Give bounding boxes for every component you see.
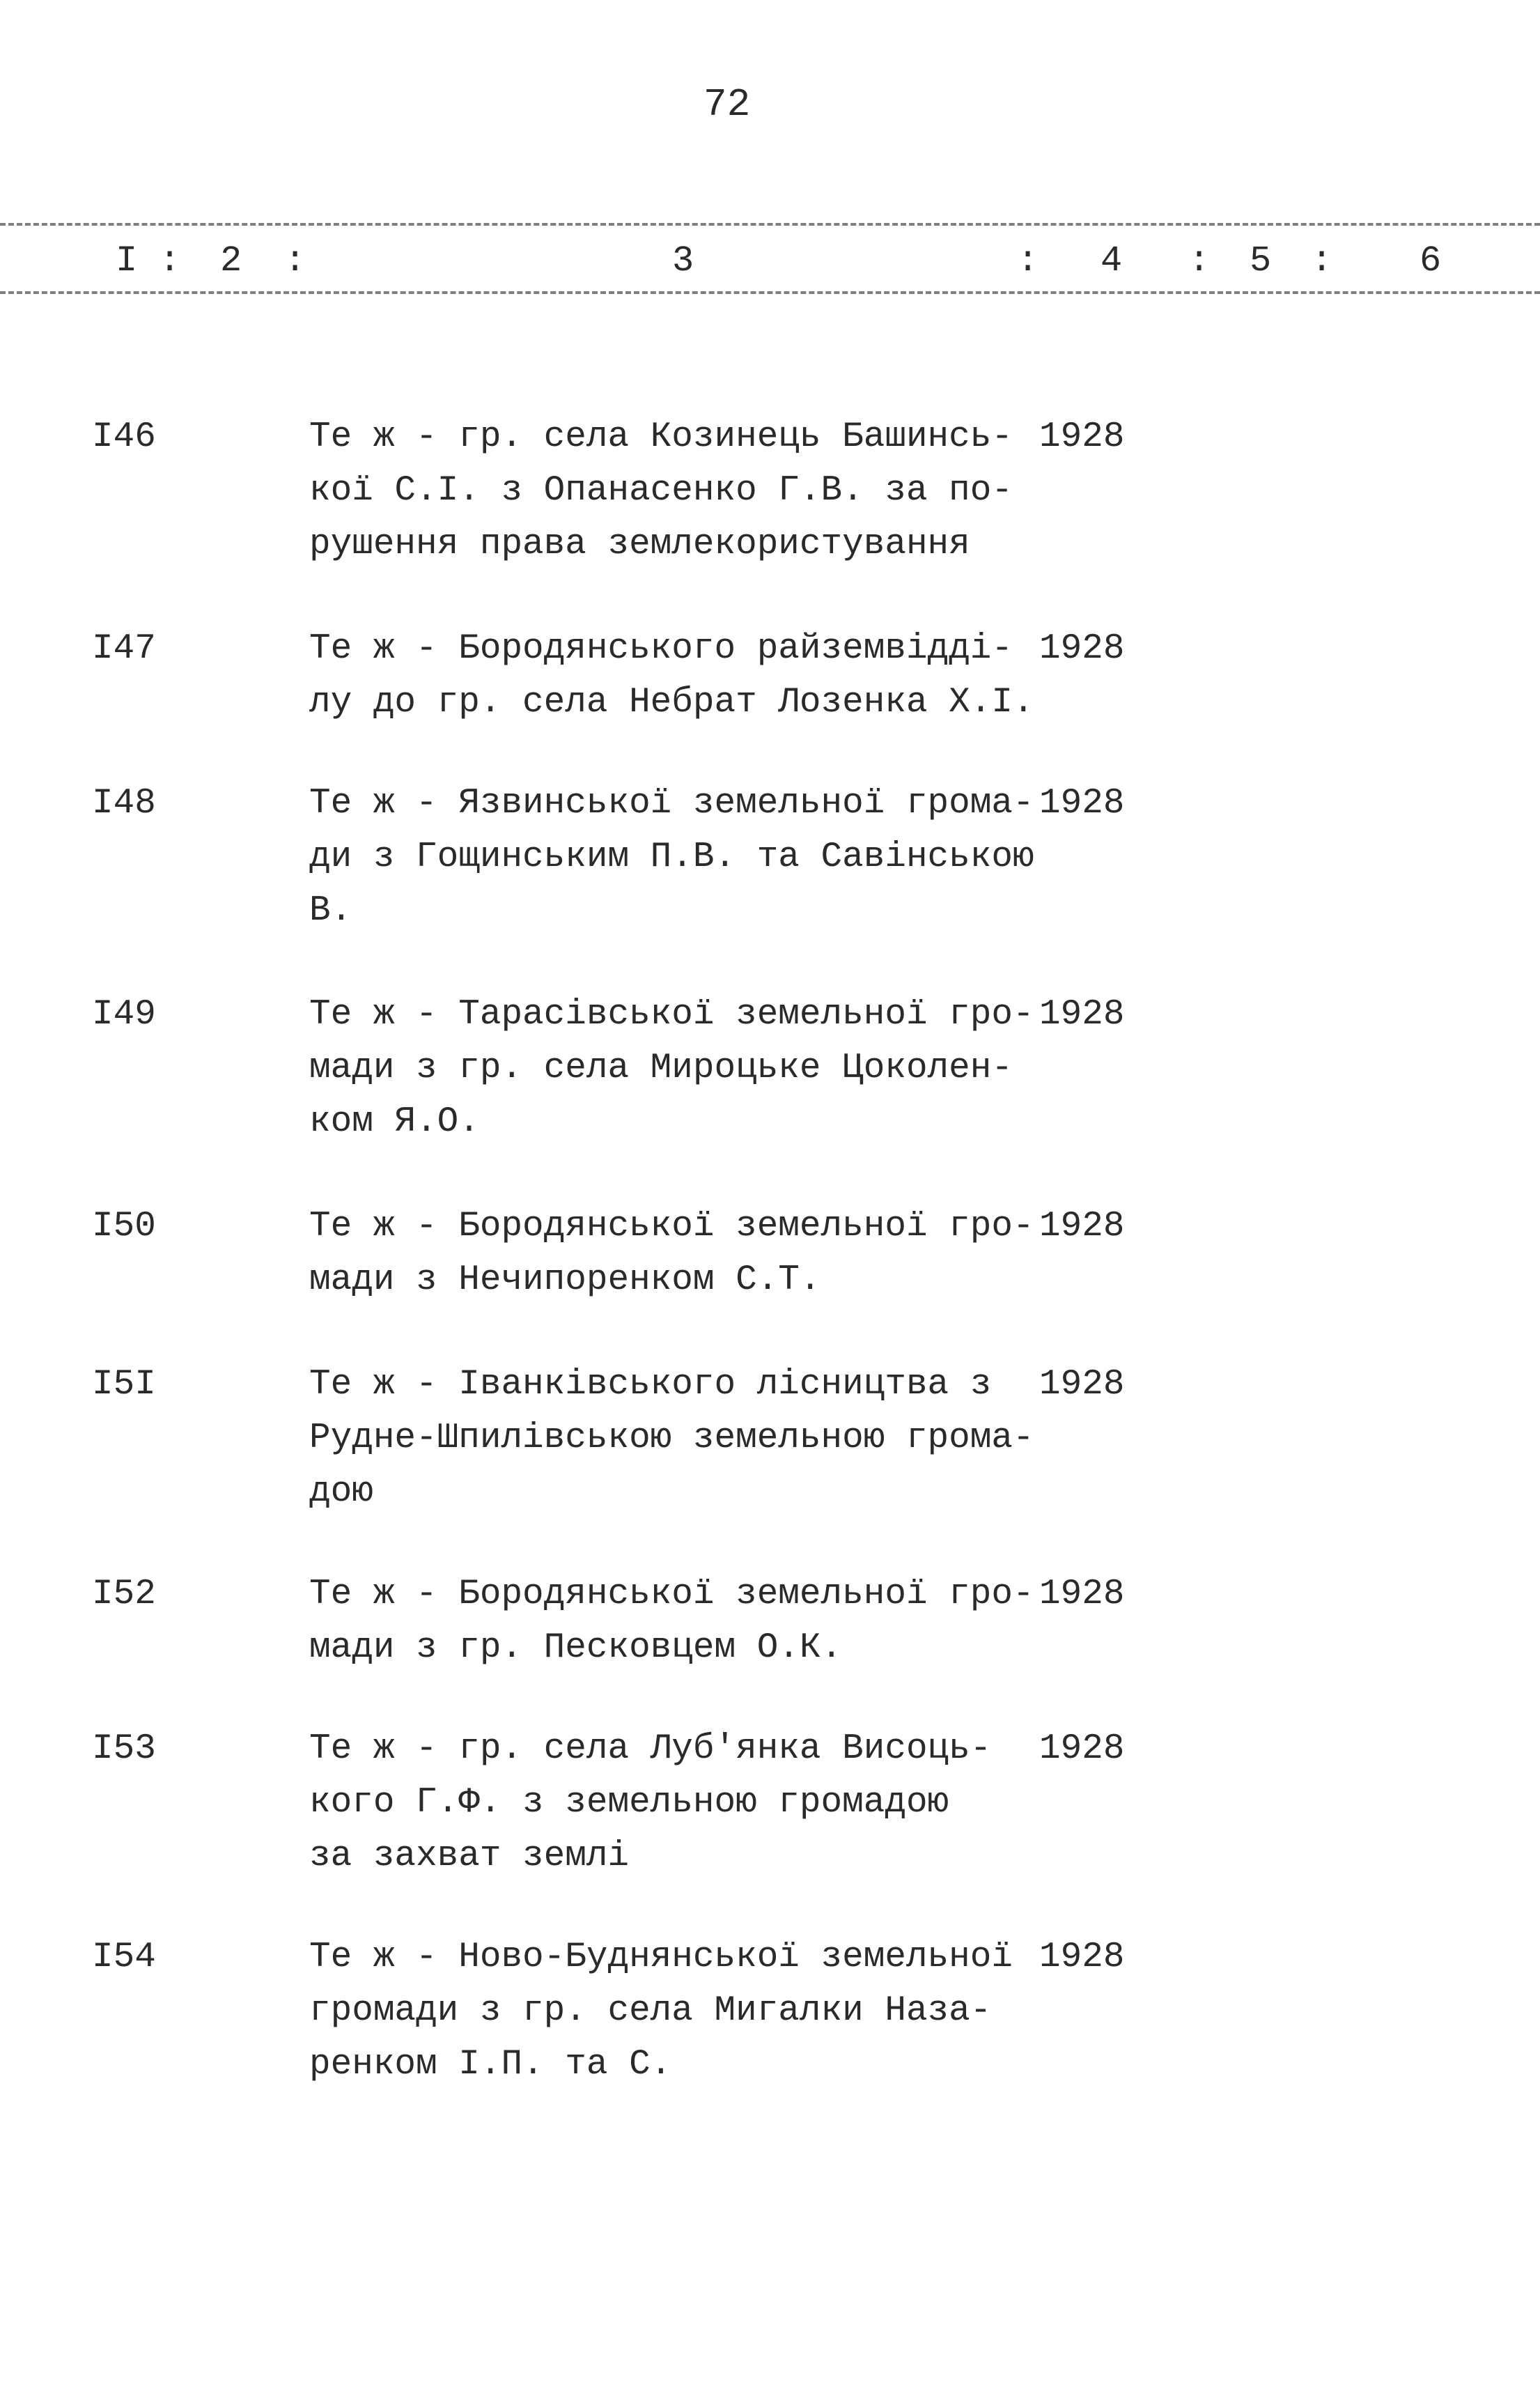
entry-number: I5I	[92, 1365, 156, 1405]
entry-number: I53	[92, 1729, 156, 1769]
header-col-4: 4	[1100, 240, 1123, 281]
entry-description	[309, 622, 1034, 729]
header-separator: :	[1188, 240, 1211, 281]
entry-description	[309, 1200, 1034, 1307]
description-line: Те ж - Ново-Буднянської земельної	[309, 1938, 1013, 1977]
entry-number: I49	[92, 995, 156, 1035]
header-col-3: 3	[672, 240, 694, 281]
description-line: Те ж - Бородянського райземвідді-	[309, 629, 1013, 669]
description-line: Те ж - Бородянської земельної гро-	[309, 1207, 1034, 1246]
description-line: лу до гр. села Небрат Лозенка Х.І.	[309, 683, 1034, 722]
description-line: Те ж - гр. села Козинець Башинсь-	[309, 417, 1013, 457]
entry-number: I54	[92, 1938, 156, 1977]
header-col-1: I	[116, 240, 138, 281]
entry-year: 1928	[1039, 1729, 1125, 1769]
entry-description	[309, 1358, 1034, 1519]
header-separator: :	[284, 240, 306, 281]
entry-description	[309, 1931, 1013, 2091]
header-separator: :	[159, 240, 181, 281]
description-line: мади з гр. Песковцем О.К.	[309, 1628, 843, 1668]
entry-year: 1928	[1039, 417, 1125, 457]
entry-year: 1928	[1039, 1938, 1125, 1977]
page-number: 72	[703, 82, 751, 127]
entry-number: I52	[92, 1575, 156, 1614]
description-line: рушення права землекористування	[309, 525, 970, 564]
entry-year: 1928	[1039, 1575, 1125, 1614]
description-line: ди з Гощинським П.В. та Савінською	[309, 837, 1034, 877]
header-col-6: 6	[1420, 240, 1442, 281]
entry-description	[309, 988, 1034, 1149]
entry-year: 1928	[1039, 1365, 1125, 1405]
description-line: мади з гр. села Мироцьке Цоколен-	[309, 1049, 1013, 1088]
entry-year: 1928	[1039, 1207, 1125, 1246]
description-line: кого Г.Ф. з земельною громадою	[309, 1783, 949, 1823]
description-line: Те ж - Язвинської земельної грома-	[309, 784, 1034, 823]
entry-year: 1928	[1039, 995, 1125, 1035]
description-line: за захват землі	[309, 1836, 630, 1876]
entry-number: I48	[92, 784, 156, 823]
description-line: ком Я.О.	[309, 1102, 480, 1142]
entry-number: I50	[92, 1207, 156, 1246]
description-line: мади з Нечипоренком С.Т.	[309, 1260, 821, 1300]
description-line: Рудне-Шпилівською земельною грома-	[309, 1418, 1034, 1458]
description-line: В.	[309, 891, 352, 931]
entry-description	[309, 410, 1013, 571]
entry-description	[309, 1722, 991, 1883]
entry-number: I47	[92, 629, 156, 669]
description-line: Те ж - Тарасівської земельної гро-	[309, 995, 1034, 1035]
description-line: Те ж - гр. села Луб'янка Висоць-	[309, 1729, 992, 1769]
description-line: Те ж - Бородянської земельної гро-	[309, 1575, 1034, 1614]
description-line: ренком І.П. та С.	[309, 2045, 672, 2085]
header-col-5: 5	[1250, 240, 1272, 281]
header-col-2: 2	[220, 240, 242, 281]
description-line: кої С.І. з Опанасенко Г.В. за по-	[309, 471, 1013, 511]
description-line: громади з гр. села Мигалки Наза-	[309, 1991, 992, 2031]
header-rule-top	[0, 223, 1540, 226]
header-separator: :	[1311, 240, 1333, 281]
header-rule-bottom	[0, 291, 1540, 294]
entry-year: 1928	[1039, 784, 1125, 823]
entry-description	[309, 777, 1034, 938]
description-line: дою	[309, 1472, 373, 1512]
description-line: Те ж - Іванківського лісництва з	[309, 1365, 992, 1405]
entry-description	[309, 1568, 1034, 1675]
header-separator: :	[1017, 240, 1039, 281]
entry-number: I46	[92, 417, 156, 457]
entry-year: 1928	[1039, 629, 1125, 669]
